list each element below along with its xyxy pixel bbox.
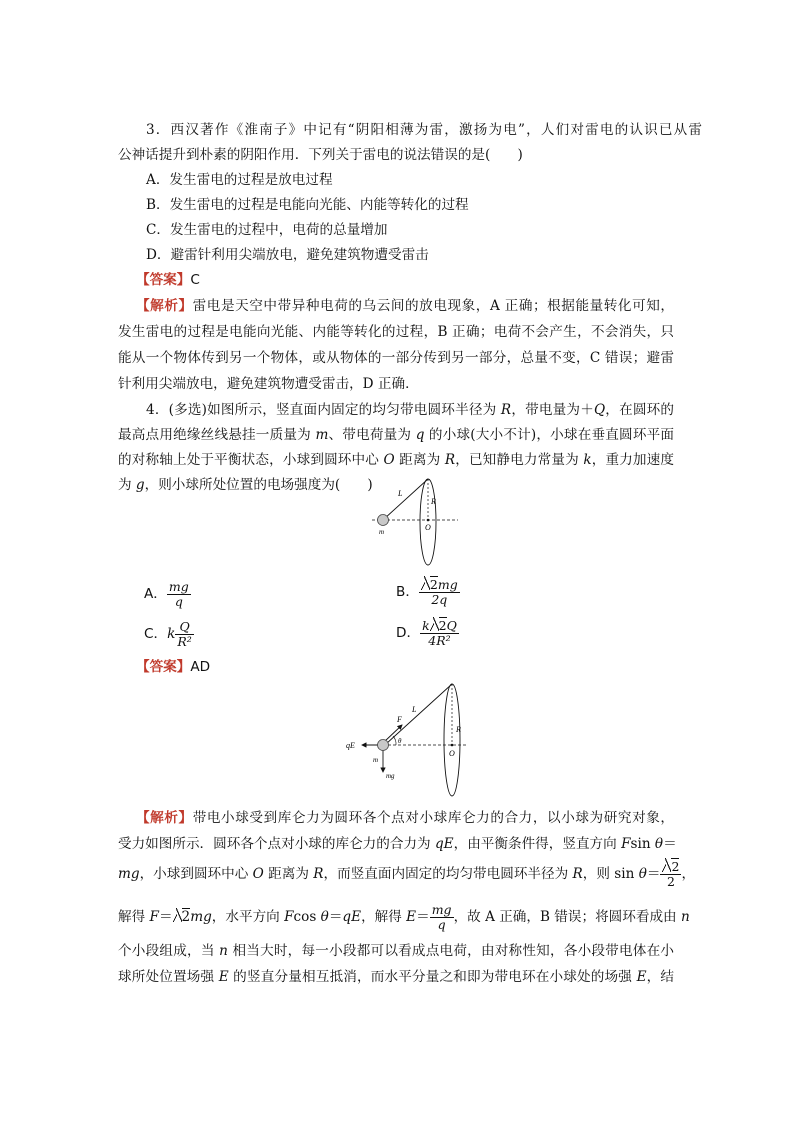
q3-option-c: C．发生雷电的过程中，电荷的总量增加	[146, 222, 388, 238]
q4-symbol: R	[500, 402, 512, 418]
analysis-text: ，水平方向	[211, 909, 285, 925]
analysis-symbol: E	[218, 969, 229, 985]
q4-analysis-line-3	[118, 856, 696, 892]
analysis-symbol: mg	[190, 909, 212, 925]
option-label: B．	[396, 584, 419, 600]
analysis-symbol: θ	[654, 836, 664, 852]
q4-symbol: O	[383, 452, 395, 468]
ring-figure-1	[362, 474, 472, 574]
q3-analysis-text-1: 雷电是天空中带异种电荷的乌云间的放电现象，A 正确；根据能量转化可知，	[192, 298, 675, 314]
label-R: R	[456, 725, 461, 734]
q4-symbol: Q	[593, 402, 606, 418]
option-label: D．	[396, 625, 421, 641]
analysis-text: ，解得	[361, 909, 407, 925]
q4-analysis-line-1	[136, 808, 674, 828]
analysis-symbol: n	[219, 943, 228, 959]
charged-ball	[378, 515, 389, 526]
fraction-denominator: 4R²	[428, 633, 451, 648]
q4-stem-line-3	[118, 450, 674, 470]
fraction-denominator: R²	[177, 634, 192, 649]
analysis-text: ，由平衡条件得，竖直方向	[453, 836, 622, 852]
ring-center-dot	[427, 519, 430, 522]
q3-analysis-line-4: 针利用尖端放电，避免建筑物遭受雷击，D 正确．	[118, 376, 419, 392]
sqrt-radicand: 2	[438, 618, 447, 633]
analysis-symbol: qE	[342, 909, 362, 925]
analysis-text: sin	[630, 836, 655, 852]
fraction-q-over-r2	[175, 620, 193, 649]
q4-stem-text: 距离为	[394, 452, 445, 468]
q4-stem-text: 的对称轴上处于平衡状态，小球到圆环中心	[118, 452, 384, 468]
label-mg: mg	[386, 772, 395, 780]
analysis-text: ＝	[416, 909, 430, 925]
analysis-text: ＝	[328, 909, 343, 925]
charged-ball	[378, 740, 389, 751]
q4-symbol: k	[583, 452, 592, 468]
fraction-denominator: q	[437, 917, 446, 932]
label-L: L	[398, 489, 403, 498]
q4-stem-text: 为	[118, 477, 136, 493]
sqrt-sign	[173, 909, 191, 925]
q4-stem-text: ，带电量为＋	[511, 402, 594, 418]
sqrt-sign	[421, 577, 438, 592]
q4-stem-text: ，在圆环的	[605, 402, 674, 418]
q3-stem-line-2: 公神话提升到朴素的阴阳作用．下列关于雷电的说法错误的是( )	[118, 147, 523, 163]
q4-stem-text: 4．(多选)如图所示，竖直面内固定的均匀带电圆环半径为	[146, 402, 501, 418]
fraction-kroot2q-over-4r2	[420, 619, 459, 648]
ring-center-dot	[451, 744, 454, 747]
q4-option-b	[396, 572, 596, 612]
analysis-symbol: F	[149, 909, 159, 925]
q4-stem-line-1	[146, 400, 674, 420]
q4-stem-text: 、带电荷量为	[328, 427, 416, 443]
suspension-thread	[386, 684, 452, 744]
q4-symbol: m	[315, 427, 329, 443]
analysis-text: ＝	[646, 866, 661, 882]
analysis-text: ，	[681, 866, 696, 882]
label-m: m	[379, 528, 385, 536]
fraction-numerator: mg	[168, 579, 189, 594]
fraction-root2mg-over-2q	[419, 578, 460, 607]
analysis-symbol: E	[636, 969, 647, 985]
analysis-text: ，则 sin	[582, 866, 639, 882]
fraction-denominator: 2	[666, 874, 675, 889]
q4-analysis-line-5	[118, 941, 674, 961]
q3-option-b: B．发生雷电的过程是电能向光能、内能等转化的过程	[146, 197, 469, 213]
q3-analysis-line-3: 能从一个物体传到另一个物体，或从物体的一部分传到另一部分，总量不变，C 错误；避雷	[118, 350, 674, 366]
analysis-symbol: E	[406, 909, 417, 925]
q4-stem-text: ，重力加速度	[591, 452, 675, 468]
analysis-text: 距离为	[263, 866, 314, 882]
q4-stem-text: 的小球(大小不计)，小球在垂直圆环平面	[424, 427, 674, 443]
q4-option-d	[396, 613, 596, 653]
sqrt-sign	[662, 859, 679, 874]
analysis-symbol: R	[313, 866, 324, 882]
analysis-symbol: F	[621, 836, 631, 852]
analysis-text: ，故 A 正确，B 错误；将圆环看成由	[453, 909, 681, 925]
q4-symbol: q	[415, 427, 425, 443]
q4-analysis-line-6	[118, 967, 674, 987]
analysis-text: 受力如图所示．圆环各个点对小球的库仑力的合力为	[118, 836, 435, 852]
q4-answer: AD	[190, 659, 211, 675]
option-label: A．	[144, 586, 167, 602]
force-diagram	[342, 680, 482, 798]
sqrt-radicand: 2	[181, 909, 191, 925]
constant-k: k	[422, 618, 430, 633]
q3-answer-tag: 【答案】	[136, 272, 191, 288]
analysis-text: cos	[293, 909, 321, 925]
analysis-symbol: mg	[118, 866, 140, 882]
q3-analysis-line-1	[136, 296, 674, 316]
analysis-symbol: F	[284, 909, 294, 925]
q3-analysis-line-2: 发生雷电的过程是电能向光能、内能等转化的过程，B 正确；电荷不会产生，不会消失，只	[118, 324, 674, 340]
q4-analysis-text: 带电小球受到库仑力为圆环各个点对小球库仑力的合力，以小球为研究对象，	[192, 810, 675, 826]
label-F: F	[397, 715, 402, 724]
sqrt-radicand: 2	[671, 859, 680, 874]
option-label: C．	[144, 626, 168, 642]
constant-k: k	[167, 626, 176, 642]
fraction-denominator: 2q	[431, 592, 448, 607]
q3-answer-line	[136, 270, 692, 290]
fraction-numerator: mg	[431, 902, 452, 917]
analysis-text: 个小段组成，当	[118, 943, 220, 959]
q3-option-a: A．发生雷电的过程是放电过程	[146, 172, 333, 188]
q4-analysis-tag: 【解析】	[136, 810, 193, 826]
analysis-text: 的竖直分量相互抵消，而水平分量之和即为带电环在小球处的场强	[228, 969, 637, 985]
q4-symbol: g	[135, 477, 145, 493]
analysis-symbol: R	[572, 866, 583, 882]
analysis-text: ，结	[646, 969, 675, 985]
q4-analysis-line-4	[118, 899, 690, 935]
sqrt-sign	[430, 618, 447, 633]
q4-stem-text: ，则小球所处位置的电场强度为( )	[144, 477, 373, 493]
analysis-symbol: O	[252, 866, 264, 882]
analysis-text: 相当大时，每一小段都可以看成点电荷，由对称性知，各小段带电体在小	[227, 943, 674, 959]
q4-answer-line	[136, 657, 692, 677]
q3-option-d: D．避雷针利用尖端放电，避免建筑物遭受雷击	[146, 247, 429, 263]
analysis-symbol: n	[680, 909, 690, 925]
q3-answer: C	[190, 272, 200, 288]
fraction-numerator: Q	[446, 618, 457, 633]
q3-analysis-tag: 【解析】	[136, 298, 193, 314]
analysis-text: ＝	[158, 909, 173, 925]
fraction-root2-over-2	[660, 860, 681, 889]
analysis-text: ，而竖直面内固定的均匀带电圆环半径为	[323, 866, 573, 882]
q4-stem-text: ，已知静电力常量为	[455, 452, 584, 468]
label-qE: qE	[346, 741, 355, 750]
analysis-symbol: θ	[320, 909, 329, 925]
analysis-text: 解得	[118, 909, 150, 925]
label-L: L	[412, 705, 417, 714]
fraction-numerator: mg	[437, 577, 458, 592]
label-O: O	[449, 749, 455, 758]
label-theta: θ	[398, 737, 402, 745]
analysis-symbol: θ	[638, 866, 647, 882]
q3-stem-line-1: 3．西汉著作《淮南子》中记有“阴阳相薄为雷，激扬为电”，人们对雷电的认识已从雷	[146, 122, 702, 138]
analysis-text: 球所处位置场强	[118, 969, 219, 985]
fraction-mg-over-q	[167, 580, 191, 609]
label-m: m	[373, 756, 379, 764]
q4-answer-tag: 【答案】	[136, 659, 191, 675]
q4-stem-line-2	[118, 425, 674, 445]
fraction-mg-over-q	[430, 903, 454, 932]
q4-symbol: R	[444, 452, 456, 468]
sqrt-radicand: 2	[429, 577, 438, 592]
fraction-denominator: q	[174, 594, 183, 609]
fraction-numerator: Q	[175, 620, 193, 635]
analysis-symbol: qE	[434, 836, 454, 852]
label-O: O	[425, 523, 431, 532]
q4-stem-text: 最高点用绝缘丝线悬挂一质量为	[118, 427, 316, 443]
analysis-text: ＝	[663, 836, 677, 852]
label-R: R	[431, 497, 436, 506]
analysis-text: ，小球到圆环中心	[139, 866, 253, 882]
q4-analysis-line-2	[118, 834, 677, 854]
